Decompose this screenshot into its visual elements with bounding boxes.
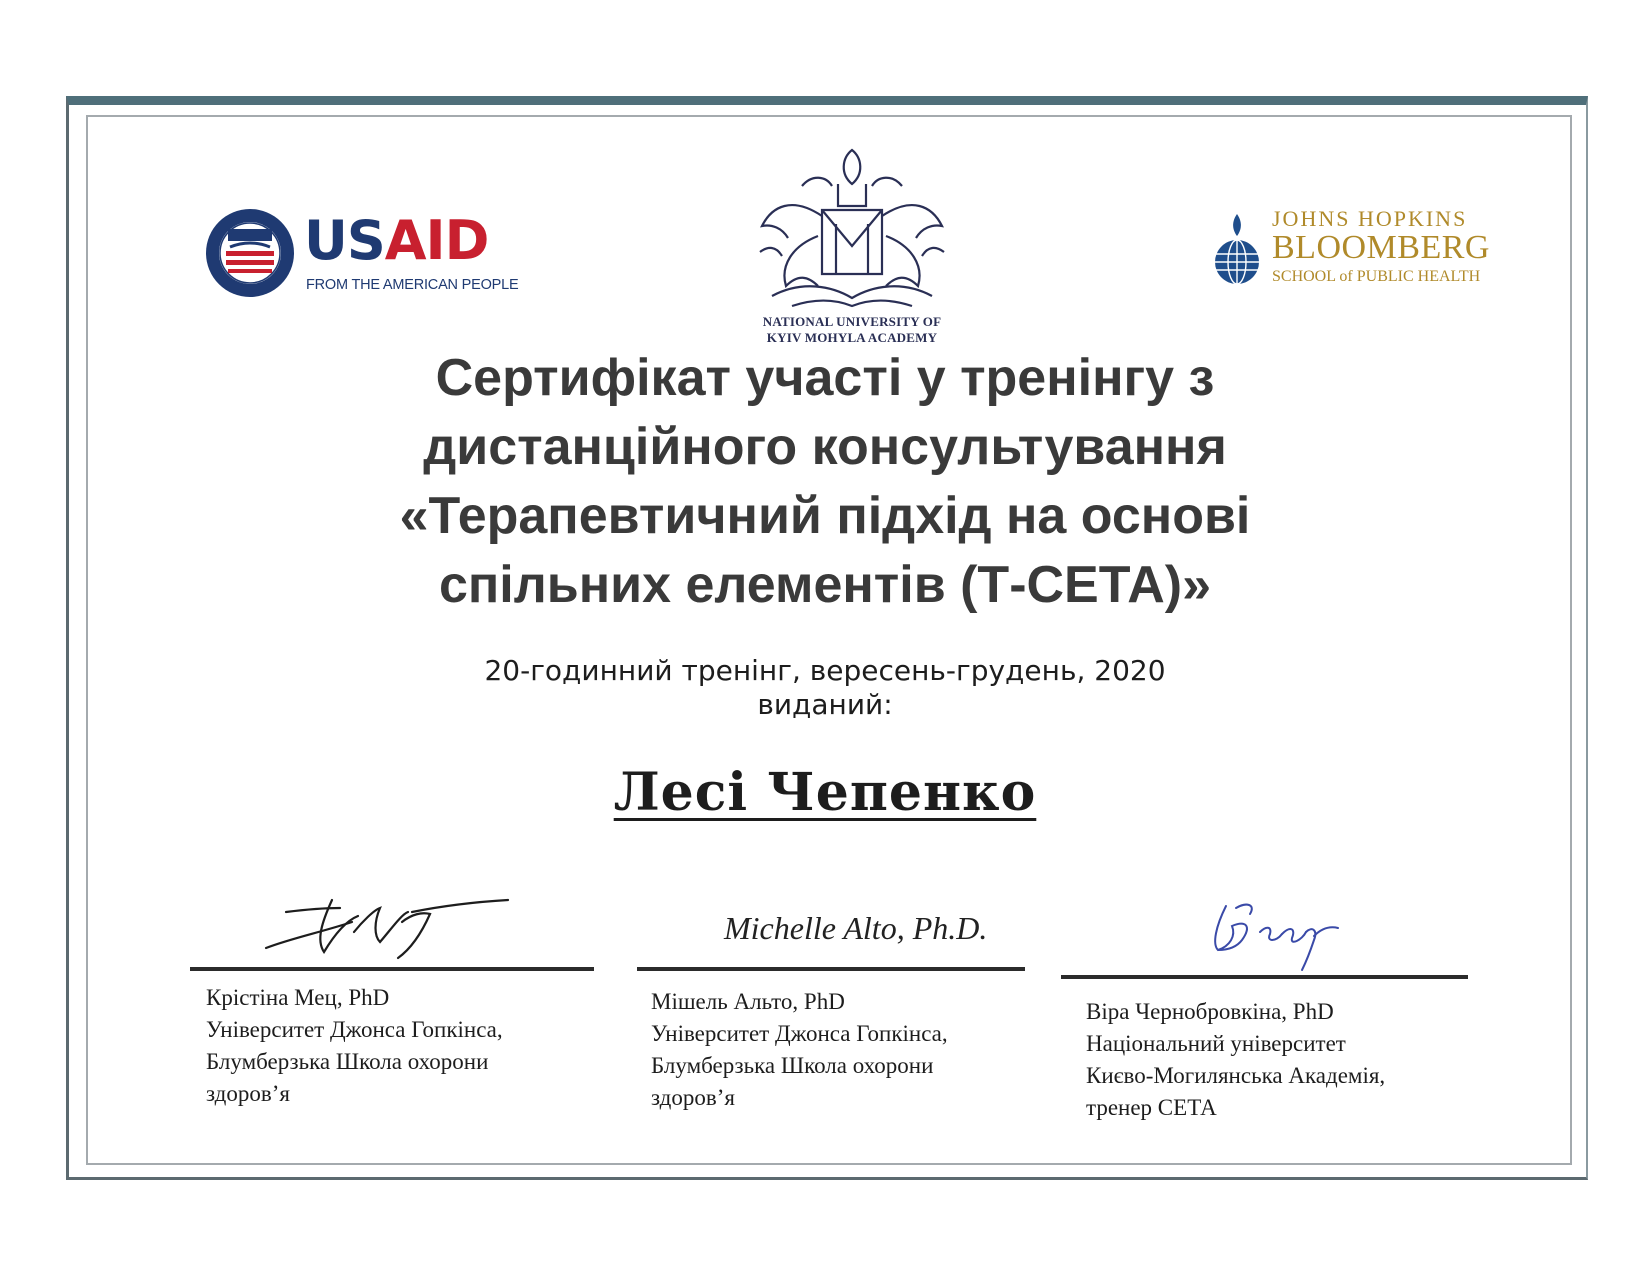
signer-1-name: Крістіна Мец, PhD: [206, 985, 390, 1010]
usaid-wordmark-aid: AID: [384, 209, 489, 272]
kyiv-mohyla-crest: [742, 146, 962, 346]
signer-2-block: [651, 986, 948, 1114]
crest-text-line-1: NATIONAL UNIVERSITY OF: [762, 314, 942, 329]
title-line-2: дистанційного консультування: [423, 418, 1227, 476]
usaid-seal-icon: [204, 207, 296, 299]
signature-2-line: [637, 967, 1025, 971]
title-line-4: спільних елементів (Т-СЕТА)»: [438, 556, 1212, 614]
signer-2-affiliation-line-2: Блумберзька Школа охорони: [651, 1053, 934, 1078]
jhu-globe-icon: [1212, 210, 1262, 290]
signer-2-affiliation-line-1: Університет Джонса Гопкінса,: [651, 1021, 948, 1046]
title-line-3: «Терапевтичний підхід на основі: [399, 487, 1251, 545]
signature-2-handwriting: Michelle Alto, Ph.D.: [724, 910, 988, 946]
certificate-title: [200, 344, 1450, 620]
usaid-tagline: FROM THE AMERICAN PEOPLE: [306, 277, 519, 293]
crest-text-line-2: KYIV MOHYLA ACADEMY: [766, 330, 938, 345]
signature-1-line: [190, 967, 594, 971]
signer-2-name: Мішель Альто, PhD: [651, 989, 845, 1014]
usaid-wordmark-us: US: [304, 209, 385, 272]
signer-2-affiliation-line-3: здоров’я: [651, 1085, 735, 1110]
signer-3-affiliation-line-3: тренер СЕТА: [1086, 1095, 1217, 1120]
signer-1-affiliation-line-1: Університет Джонса Гопкінса,: [206, 1017, 503, 1042]
jhu-bloomberg-logo: [1212, 206, 1490, 296]
recipient-name-text: Лесі Чепенко: [613, 762, 1037, 823]
training-duration-text: 20-годинний тренінг, вересень-грудень, 2020: [484, 654, 1166, 687]
recipient-name: [450, 762, 1200, 823]
jhu-line-1: JOHNS HOPKINS: [1272, 206, 1468, 231]
signer-1-affiliation-line-2: Блумберзька Школа охорони: [206, 1049, 489, 1074]
signer-1-block: [206, 982, 503, 1110]
signer-3-block: [1086, 996, 1385, 1124]
signature-3-handwriting: [1206, 896, 1356, 976]
signer-1-affiliation-line-3: здоров’я: [206, 1081, 290, 1106]
crest-emblem-icon: [742, 146, 962, 312]
signature-1-handwriting: [262, 892, 512, 964]
certificate-subtitle: [300, 654, 1350, 722]
signer-3-affiliation-line-1: Національний університет: [1086, 1031, 1346, 1056]
usaid-wordmark: [304, 211, 488, 271]
signer-3-affiliation-line-2: Києво-Могилянська Академія,: [1086, 1063, 1386, 1088]
jhu-line-2: BLOOMBERG: [1272, 229, 1490, 266]
jhu-line-3: SCHOOL of PUBLIC HEALTH: [1272, 268, 1481, 285]
signature-3-line: [1061, 975, 1468, 979]
signer-3-name: Віра Чернобровкіна, PhD: [1086, 999, 1334, 1024]
usaid-logo: [204, 207, 524, 299]
title-line-1: Сертифікат участі у тренінгу з: [435, 349, 1215, 407]
issued-label: виданий:: [757, 688, 893, 721]
